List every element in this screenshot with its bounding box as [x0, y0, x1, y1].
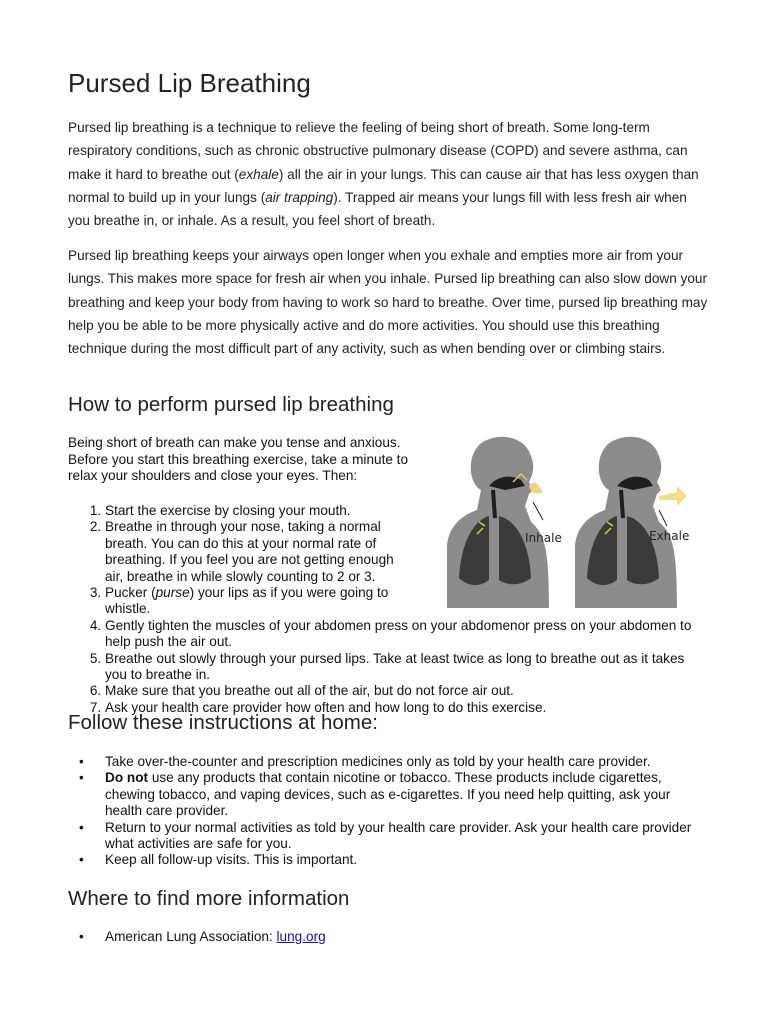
inhale-label: Inhale	[525, 531, 562, 545]
list-item: 1. Start the exercise by closing your mouth.	[105, 503, 708, 519]
home-instructions-list	[68, 754, 708, 869]
resources-list	[68, 929, 708, 945]
list-item: 4. Gently tighten the muscles of your abdomen press on your abdomenor press on your abdomen to help push the air out.	[105, 618, 708, 651]
list-item: 6. Make sure that you breathe out all of the air, but do not force air out.	[105, 683, 708, 699]
inhale-figure	[447, 437, 562, 608]
exhale-silhouette	[575, 437, 677, 608]
exhale-label: Exhale	[649, 529, 690, 543]
inhale-airway	[493, 490, 495, 518]
inhale-pointer-line	[533, 502, 543, 520]
breathing-diagram	[445, 430, 703, 608]
exhale-airway	[621, 490, 623, 518]
inhale-air-puff	[529, 483, 543, 494]
list-item: • Keep all follow-up visits. This is important.	[105, 852, 708, 868]
list-item: • Take over-the-counter and prescription medicines only as told by your health care provider.	[105, 754, 708, 770]
exhale-airflow-arrow	[659, 486, 687, 506]
section-heading-how: How to perform pursed lip breathing	[68, 393, 394, 416]
list-item: • American Lung Association: lung.org	[105, 929, 708, 945]
list-item: 2. Breathe in through your nose, taking a normal breath. You can do this at your normal rate of breathing. If you feel you are not getting enough air, breathe in while slowly counting to 2 or 3.	[105, 519, 410, 585]
list-item: 5. Breathe out slowly through your pursed lips. Take at least twice as long to breathe out as it takes you to breathe in.	[105, 651, 708, 684]
exhale-figure	[575, 437, 689, 608]
intro-paragraph: Pursed lip breathing is a technique to relieve the feeling of being short of breath. Some long-term respiratory conditions, such as chronic obstructive pulmonary disease (COPD) and severe asthma, can make it hard to breathe out (exhale) all the air in your lungs. This can cause air that has less oxygen than normal to build up in your lungs (air trapping). Trapped air means your lungs fill with less fresh air when you breathe in, or inhale. As a result, you feel short of breath.	[68, 120, 699, 229]
list-item: • Do not use any products that contain nicotine or tobacco. These products include cigarettes, chewing tobacco, and vaping devices, such as e-cigarettes. If you need help quitting, ask your health care provider.	[105, 770, 708, 819]
list-item: 7. Ask your health care provider how often and how long to do this exercise.	[105, 700, 708, 716]
lung-org-link[interactable]: lung.org	[276, 929, 326, 944]
list-item: 3. Pucker (purse) your lips as if you were going to whistle.	[105, 585, 410, 618]
list-item: • Return to your normal activities as told by your health care provider. Ask your health care provider what activities are safe for you.	[105, 820, 708, 853]
section-heading-follow: Follow these instructions at home:	[68, 711, 378, 734]
inhale-silhouette	[447, 437, 549, 608]
page-title: Pursed Lip Breathing	[68, 68, 311, 98]
how-intro-text: Being short of breath can make you tense and anxious. Before you start this breathing exercise, take a minute to relax your shoulders and close your eyes. Then:	[68, 435, 409, 483]
section-heading-where: Where to find more information	[68, 887, 350, 910]
second-paragraph: Pursed lip breathing keeps your airways open longer when you exhale and empties more air from your lungs. This makes more space for fresh air when you inhale. Pursed lip breathing can also slow down your breathing and keep your body from having to work so hard to breathe. Over time, pursed lip breathing may help you be able to be more physically active and do more activities. You should use this breathing technique during the most difficult part of any activity, such as when bending over or climbing stairs.	[68, 248, 708, 357]
